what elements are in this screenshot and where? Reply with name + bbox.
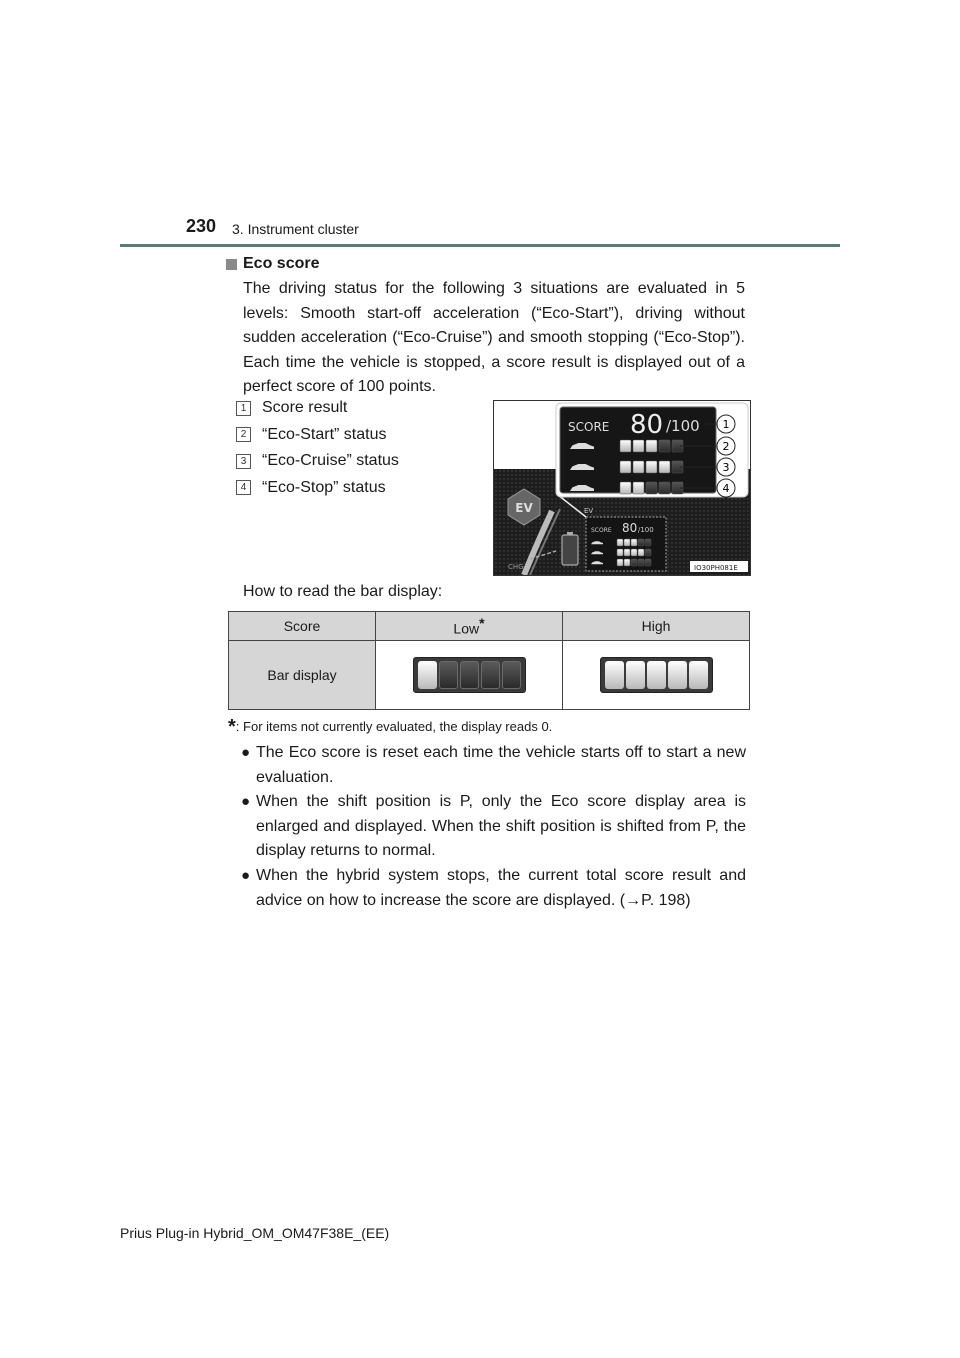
small-score-value: 80 — [622, 521, 638, 535]
bullet-dot-icon: ● — [241, 793, 251, 810]
bar-cell-lit — [620, 461, 631, 473]
large-score-max: /100 — [666, 417, 700, 435]
bar-cell-lit — [633, 461, 644, 473]
bullet-dot-icon: ● — [241, 867, 251, 884]
bar-cell-unlit — [645, 539, 651, 546]
heading-square-icon — [226, 259, 237, 270]
large-score-label: SCORE — [568, 420, 610, 434]
svg-text:4: 4 — [722, 482, 730, 495]
bar-cell-lit — [631, 549, 637, 556]
callout-list — [236, 395, 399, 501]
how-to-read-label: How to read the bar display: — [243, 583, 443, 600]
bar-cell-lit — [418, 661, 437, 689]
bar-cell-unlit — [646, 482, 657, 494]
callout-label: “Eco-Stop” status — [262, 478, 386, 496]
low-bar-display — [413, 657, 526, 693]
svg-text:2: 2 — [722, 440, 730, 453]
bar-display-table — [228, 611, 750, 710]
bar-cell-lit — [624, 539, 630, 546]
bar-cell-lit — [617, 539, 623, 546]
battery-icon — [562, 535, 578, 565]
bar-cell-lit — [668, 661, 687, 689]
bar-cell-lit — [624, 549, 630, 556]
svg-text:3: 3 — [722, 461, 730, 474]
bullet-item — [241, 864, 746, 913]
footnote — [228, 716, 552, 739]
callout-label: “Eco-Start” status — [262, 425, 387, 443]
bar-cell-lit — [624, 559, 630, 566]
callout-label: “Eco-Cruise” status — [262, 452, 399, 470]
bar-cell-unlit — [638, 539, 644, 546]
bar-cell-lit — [617, 559, 623, 566]
small-score-max: /100 — [638, 526, 654, 534]
callout-item — [236, 422, 399, 449]
high-bar-display — [600, 657, 713, 693]
callout-number: 2 — [236, 427, 251, 442]
bullet-dot-icon: ● — [241, 744, 251, 761]
footnote-mark: * — [228, 716, 236, 738]
bar-cell-lit — [620, 482, 631, 494]
large-score-value: 80 — [630, 410, 664, 440]
header-high: High — [563, 612, 750, 641]
page-footer: Prius Plug-in Hybrid_OM_OM47F38E_(EE) — [120, 1225, 390, 1241]
bullet-item — [241, 790, 746, 864]
chg-label: CHG — [508, 563, 524, 571]
bar-cell-unlit — [638, 559, 644, 566]
figure-code: IO30PH081E — [694, 564, 738, 572]
bar-cell-lit — [647, 661, 666, 689]
bar-cell-lit — [659, 461, 670, 473]
high-bar-cell — [563, 641, 750, 710]
bar-cell-lit — [605, 661, 624, 689]
bar-cell-lit — [633, 482, 644, 494]
low-asterisk: * — [479, 615, 485, 632]
bar-cell-lit — [617, 549, 623, 556]
small-score-rows — [591, 539, 651, 566]
callout-number: 4 — [236, 480, 251, 495]
heading-text: Eco score — [243, 255, 320, 272]
bar-cell-lit — [638, 549, 644, 556]
bar-cell-unlit — [659, 440, 670, 452]
section-heading — [226, 255, 319, 273]
callout-item — [236, 395, 399, 422]
section-title: 3. Instrument cluster — [232, 221, 359, 237]
callout-number: 1 — [236, 401, 251, 416]
bar-cell-unlit — [631, 559, 637, 566]
table-header-row — [229, 612, 750, 641]
header-low: Low* — [376, 612, 563, 641]
row-label: Bar display — [229, 641, 376, 710]
callout-number: 3 — [236, 454, 251, 469]
bullet-item — [241, 741, 746, 790]
footnote-text: : For items not currently evaluated, the display reads 0. — [235, 718, 553, 734]
svg-text:1: 1 — [722, 418, 730, 431]
bar-cell-unlit — [502, 661, 521, 689]
callout-item — [236, 448, 399, 475]
ev-label: EV — [584, 507, 594, 515]
low-bar-cell — [376, 641, 563, 710]
eco-score-figure — [493, 400, 751, 576]
large-score-rows — [570, 440, 683, 494]
bar-cell-unlit — [460, 661, 479, 689]
bar-cell-unlit — [645, 549, 651, 556]
header-score: Score — [229, 612, 376, 641]
bar-cell-unlit — [659, 482, 670, 494]
svg-text:EV: EV — [515, 501, 533, 515]
bullet-text: When the hybrid system stops, the current total score result and advice on how to increase the score are displayed. (→P. 198) — [256, 867, 746, 909]
bar-cell-lit — [626, 661, 645, 689]
callout-label: Score result — [262, 399, 348, 417]
table-row — [229, 641, 750, 710]
bar-cell-lit — [620, 440, 631, 452]
bar-cell-unlit — [481, 661, 500, 689]
bullet-text: When the shift position is P, only the Eco score display area is enlarged and displayed. When the shift position is shifted from P, the display returns to normal. — [256, 793, 746, 859]
bar-cell-unlit — [439, 661, 458, 689]
bullet-text: The Eco score is reset each time the vehicle starts off to start a new evaluation. — [256, 744, 746, 786]
intro-paragraph: The driving status for the following 3 situations are evaluated in 5 levels: Smooth start-off acceleration (“Eco-Start”), driving without sudden acceleration (“Eco-Cruise”) and smooth stopping (“Eco-Stop”). Each time the vehicle is stopped, a score result is displayed out of a perfect score of 100 points. — [243, 280, 745, 395]
bar-cell-unlit — [645, 559, 651, 566]
bar-cell-lit — [633, 440, 644, 452]
bar-cell-lit — [631, 539, 637, 546]
page-number: 230 — [186, 216, 217, 236]
eco-score-illustration — [494, 401, 750, 575]
small-score-label: SCORE — [591, 527, 612, 534]
header-rule — [120, 244, 840, 247]
callout-item — [236, 475, 399, 502]
bar-cell-lit — [689, 661, 708, 689]
bar-cell-lit — [646, 440, 657, 452]
bar-cell-lit — [646, 461, 657, 473]
